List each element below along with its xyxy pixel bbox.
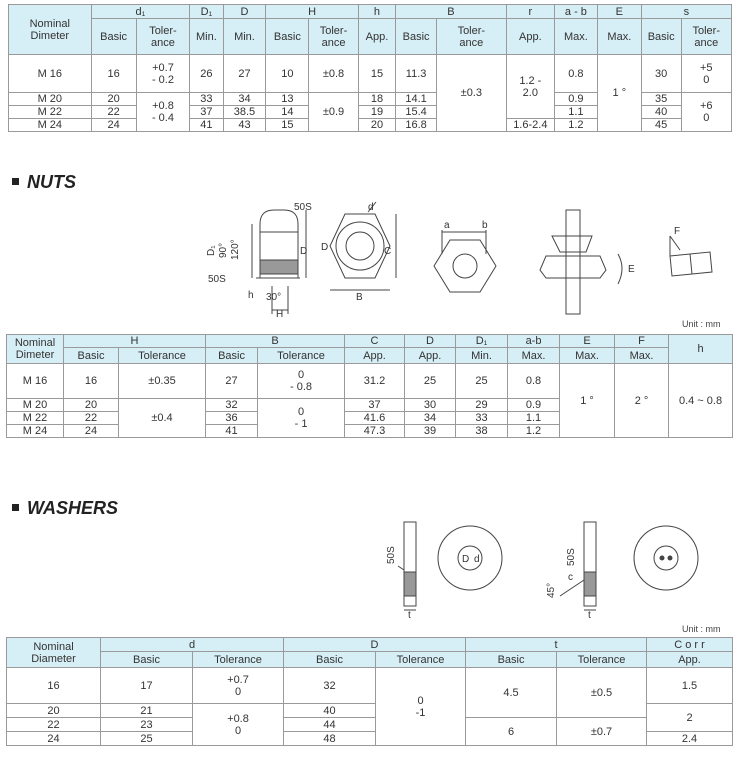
header-D: D <box>405 335 456 348</box>
nuts-spec-table <box>6 334 733 438</box>
subheader-basic: Basic <box>266 19 309 55</box>
cell: 1.5 <box>647 668 733 704</box>
header-ab: a - b <box>554 5 597 19</box>
cell: 41 <box>206 425 258 438</box>
cell: +5 0 <box>681 55 731 93</box>
header-t: t <box>466 638 647 652</box>
cell: +0.8 0 <box>193 704 284 746</box>
cell: 38 <box>456 425 508 438</box>
cell: 1.2 <box>554 119 597 132</box>
cell: +0.8 - 0.4 <box>136 93 190 132</box>
header-d1: d₁ <box>91 5 190 19</box>
cell: ±0.3 <box>436 55 506 132</box>
subheader-app: App. <box>358 19 396 55</box>
cell: 44 <box>284 718 376 732</box>
subheader-tolerance: Tolerance <box>119 348 206 364</box>
header-F: F <box>615 335 669 348</box>
table-row <box>9 55 732 93</box>
subheader-basic: Basic <box>641 19 681 55</box>
header-B: B <box>206 335 345 348</box>
header-D: D <box>223 5 266 19</box>
cell: ±0.5 <box>557 668 647 718</box>
cell: 20 <box>64 399 119 412</box>
cell: 18 <box>358 93 396 106</box>
header-B: B <box>396 5 506 19</box>
cell: 32 <box>284 668 376 704</box>
cell: 0.9 <box>554 93 597 106</box>
subheader-tolerance: Tolerance <box>376 652 466 668</box>
label-s50-washer2: 50S <box>566 548 577 566</box>
header-h: h <box>358 5 396 19</box>
cell: 1.2 - 2.0 <box>506 55 554 119</box>
cell: 23 <box>101 718 193 732</box>
cell: 33 <box>190 93 223 106</box>
label-30deg: 30° <box>266 292 282 303</box>
cell: +6 0 <box>681 93 731 132</box>
washer1-side-view <box>398 522 416 610</box>
header-D1: D₁ <box>456 335 508 348</box>
cell: 22 <box>7 718 101 732</box>
bullet-square-icon <box>12 504 19 511</box>
label-d: d <box>368 202 374 213</box>
cell: 43 <box>223 119 266 132</box>
header-E: E <box>597 5 641 19</box>
cell: 0 - 1 <box>258 399 345 438</box>
label-b: b <box>482 220 488 231</box>
cell: 37 <box>345 399 405 412</box>
cell: 32 <box>206 399 258 412</box>
subheader-min: Min. <box>456 348 508 364</box>
table-row <box>7 668 733 704</box>
subheader-max: Max. <box>508 348 560 364</box>
header-h: h <box>669 335 733 364</box>
subheader-basic: Basic <box>396 19 437 55</box>
subheader-tolerance: Tolerance <box>557 652 647 668</box>
cell: 35 <box>641 93 681 106</box>
bullet-square-icon <box>12 178 19 185</box>
label-D-top: D <box>321 242 329 253</box>
cell: 15 <box>358 55 396 93</box>
cell: 22 <box>64 412 119 425</box>
cell: 13 <box>266 93 309 106</box>
subheader-app: App. <box>405 348 456 364</box>
subheader-basic: Basic <box>101 652 193 668</box>
label-D-side: D <box>300 246 308 257</box>
label-D-washer1: D <box>462 554 470 565</box>
nuts-title-text: NUTS <box>27 172 76 192</box>
washers-unit-label: Unit : mm <box>682 624 721 634</box>
label-t-washer1: t <box>408 610 411 618</box>
cell: ±0.4 <box>119 399 206 438</box>
label-H: H <box>276 309 284 320</box>
subheader-tolerance: Toler- ance <box>681 19 731 55</box>
washer-diagrams <box>370 514 730 618</box>
cell: 2 <box>647 704 733 732</box>
cell: 0.4 ~ 0.8 <box>669 364 733 438</box>
cell: 0.8 <box>554 55 597 93</box>
cell: 1 ° <box>597 55 641 132</box>
cell: M 20 <box>9 93 92 106</box>
table-row <box>7 364 733 399</box>
cell: 41 <box>190 119 223 132</box>
header-C: C <box>345 335 405 348</box>
cell: 30 <box>641 55 681 93</box>
label-B: B <box>356 292 363 303</box>
cell: 17 <box>101 668 193 704</box>
bolt-spec-table <box>8 4 732 132</box>
cell: 25 <box>405 364 456 399</box>
cell: ±0.8 <box>309 55 358 93</box>
subheader-max: Max. <box>615 348 669 364</box>
cell: +0.7 0 <box>193 668 284 704</box>
header-c-or-r: C o r r <box>647 638 733 652</box>
label-45deg: 45° <box>546 582 557 598</box>
cell: 0 -1 <box>376 668 466 746</box>
cell: 4.5 <box>466 668 557 718</box>
cell: 36 <box>206 412 258 425</box>
subheader-app: App. <box>647 652 733 668</box>
cell: 24 <box>64 425 119 438</box>
subheader-tolerance: Toler- ance <box>136 19 190 55</box>
cell: M 24 <box>9 119 92 132</box>
cell: 41.6 <box>345 412 405 425</box>
cell: 47.3 <box>345 425 405 438</box>
cell: 10 <box>266 55 309 93</box>
cell: 29 <box>456 399 508 412</box>
cell: 20 <box>91 93 136 106</box>
table-row <box>7 718 733 732</box>
nuts-section-title <box>12 172 76 193</box>
washers-section-title <box>12 498 118 519</box>
cell: 1.1 <box>554 106 597 119</box>
cell: ±0.7 <box>557 718 647 746</box>
cell: 1.1 <box>508 412 560 425</box>
washer2-front-view <box>634 526 698 590</box>
cell: 14.1 <box>396 93 437 106</box>
washer1-front-view <box>438 526 502 590</box>
header-ab: a-b <box>508 335 560 348</box>
subheader-basic: Basic <box>64 348 119 364</box>
cell: 40 <box>284 704 376 718</box>
cell: M 16 <box>9 55 92 93</box>
cell: M 22 <box>7 412 64 425</box>
label-t-washer2: t <box>588 610 591 618</box>
cell: 16 <box>7 668 101 704</box>
subheader-min: Min. <box>190 19 223 55</box>
label-90deg: 90° <box>218 242 229 258</box>
subheader-app: App. <box>345 348 405 364</box>
cell: 0.8 <box>508 364 560 399</box>
cell: 2.4 <box>647 732 733 746</box>
cell: ±0.35 <box>119 364 206 399</box>
subheader-min: Min. <box>223 19 266 55</box>
cell: 24 <box>7 732 101 746</box>
header-H: H <box>64 335 206 348</box>
label-C: C <box>384 246 392 257</box>
cell: 26 <box>190 55 223 93</box>
subheader-basic: Basic <box>466 652 557 668</box>
cell: 48 <box>284 732 376 746</box>
subheader-tolerance: Tolerance <box>193 652 284 668</box>
subheader-max: Max. <box>554 19 597 55</box>
label-D1: D₁ <box>206 245 217 256</box>
header-nominal: Nominal Diameter <box>7 638 101 668</box>
cell: 39 <box>405 425 456 438</box>
cell: 40 <box>641 106 681 119</box>
cell: 21 <box>101 704 193 718</box>
label-c-washer2: c <box>568 572 573 583</box>
header-nominal: Nominal Dimeter <box>7 335 64 364</box>
header-s: s <box>641 5 731 19</box>
cell: 31.2 <box>345 364 405 399</box>
label-d-washer1: d <box>474 554 480 565</box>
cell: ±0.9 <box>309 93 358 132</box>
cell: M 20 <box>7 399 64 412</box>
subheader-basic: Basic <box>91 19 136 55</box>
label-s50-top: 50S <box>294 202 312 213</box>
cell: 14 <box>266 106 309 119</box>
cell: 1 ° <box>560 364 615 438</box>
cell: M 22 <box>9 106 92 119</box>
cell: 45 <box>641 119 681 132</box>
header-d: d <box>101 638 284 652</box>
subheader-max: Max. <box>560 348 615 364</box>
cell: 0.9 <box>508 399 560 412</box>
cell: 27 <box>223 55 266 93</box>
cell: 15.4 <box>396 106 437 119</box>
cell: 38.5 <box>223 106 266 119</box>
header-D1: D₁ <box>190 5 223 19</box>
cell: 24 <box>91 119 136 132</box>
header-H: H <box>266 5 358 19</box>
nut-diagrams <box>200 196 720 320</box>
nut-f-detail <box>670 236 712 276</box>
label-h: h <box>248 290 254 301</box>
cell: 20 <box>7 704 101 718</box>
label-s50-washer1: 50S <box>386 546 397 564</box>
nuts-unit-label: Unit : mm <box>682 319 721 329</box>
subheader-app: App. <box>506 19 554 55</box>
subheader-max: Max. <box>597 19 641 55</box>
cell: 34 <box>405 412 456 425</box>
header-r: r <box>506 5 554 19</box>
cell: 0 - 0.8 <box>258 364 345 399</box>
subheader-tolerance: Tolerance <box>258 348 345 364</box>
cell: 1.6-2.4 <box>506 119 554 132</box>
label-120deg: 120° <box>230 239 241 260</box>
bolt-nut-view <box>540 210 622 314</box>
subheader-basic: Basic <box>206 348 258 364</box>
washers-title-text: WASHERS <box>27 498 119 518</box>
subheader-basic: Basic <box>284 652 376 668</box>
cell: 16 <box>91 55 136 93</box>
cell: 25 <box>101 732 193 746</box>
cell: 20 <box>358 119 396 132</box>
label-F: F <box>674 226 681 237</box>
cell: M 24 <box>7 425 64 438</box>
subheader-tolerance: Toler- ance <box>436 19 506 55</box>
subheader-tolerance: Toler- ance <box>309 19 358 55</box>
washers-spec-table <box>6 637 733 746</box>
cell: 19 <box>358 106 396 119</box>
hex-ab-view <box>434 230 496 292</box>
cell: 6 <box>466 718 557 746</box>
header-E: E <box>560 335 615 348</box>
cell: +0.7 - 0.2 <box>136 55 190 93</box>
cell: 1.2 <box>508 425 560 438</box>
cell: 30 <box>405 399 456 412</box>
cell: M 16 <box>7 364 64 399</box>
cell: 25 <box>456 364 508 399</box>
cell: 11.3 <box>396 55 437 93</box>
cell: 16 <box>64 364 119 399</box>
label-E: E <box>628 264 635 275</box>
cell: 2 ° <box>615 364 669 438</box>
cell: 15 <box>266 119 309 132</box>
cell: 34 <box>223 93 266 106</box>
label-s50-bottom: 50S <box>208 274 226 285</box>
cell: 37 <box>190 106 223 119</box>
cell: 22 <box>91 106 136 119</box>
cell: 16.8 <box>396 119 437 132</box>
header-D: D <box>284 638 466 652</box>
label-a: a <box>444 220 450 231</box>
header-nominal: Nominal Dimeter <box>9 5 92 55</box>
cell: 27 <box>206 364 258 399</box>
cell: 33 <box>456 412 508 425</box>
